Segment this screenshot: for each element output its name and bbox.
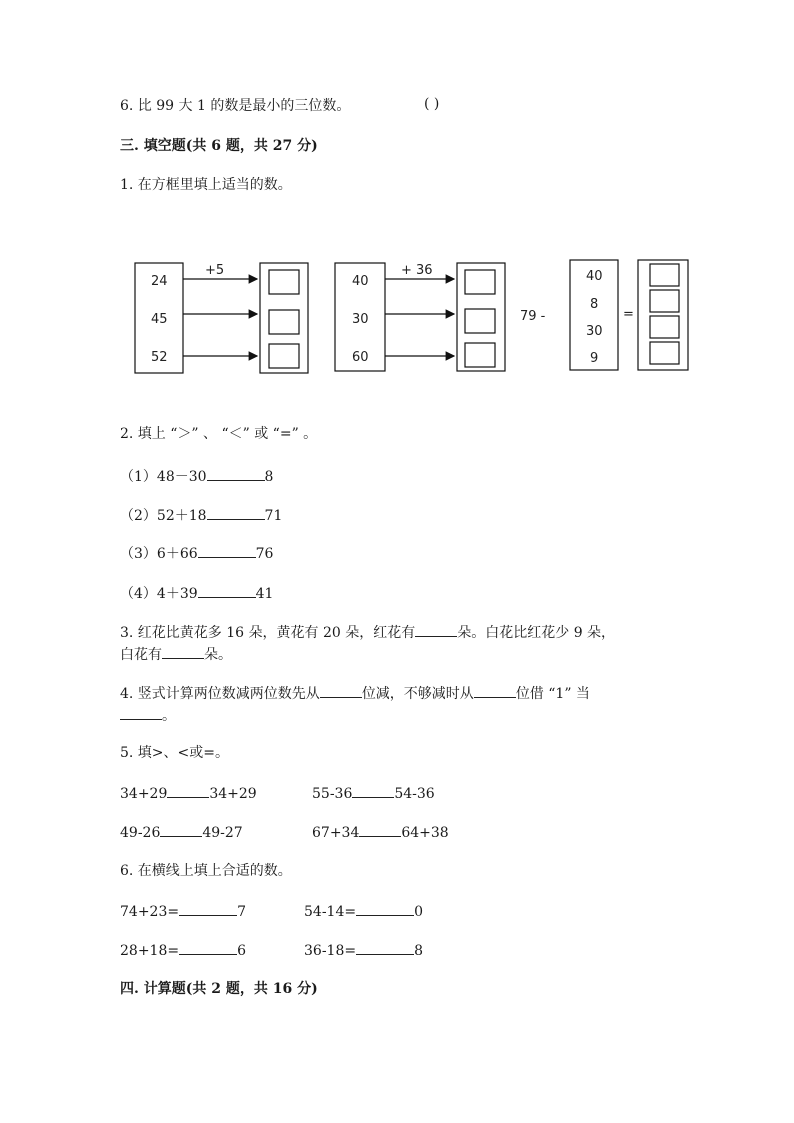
answer-box-c-3[interactable] <box>650 316 679 338</box>
q5-r1-c1-right: 34+29 <box>209 786 257 802</box>
answer-box-b-3[interactable] <box>465 343 495 367</box>
q6-row-2-right <box>304 940 423 960</box>
q6-blank-1[interactable] <box>179 901 237 916</box>
q2-item-4-right: 41 <box>255 586 274 602</box>
q2-item-1-left: （1）48－30 <box>120 469 207 485</box>
q2-item-1 <box>120 466 273 486</box>
q5-r1-c2-left: 55-36 <box>312 786 353 802</box>
output-box-b <box>457 263 505 371</box>
q2-item-2-left: （2）52＋18 <box>120 508 207 524</box>
q6-r1-c2-left: 54-14= <box>304 904 357 920</box>
answer-parentheses[interactable]: ( ) <box>424 96 440 112</box>
q4-blank-1[interactable] <box>320 683 362 698</box>
input-a-3: 52 <box>151 350 168 365</box>
q2-item-3-left: （3）6＋66 <box>120 546 198 562</box>
q5-r2-c1-right: 49-27 <box>202 825 243 841</box>
equals-sign: = <box>623 307 634 322</box>
q6-r1-c1-right: 7 <box>237 904 247 920</box>
q3-blank-2[interactable] <box>162 644 204 659</box>
question-1-text: 1. 在方框里填上适当的数。 <box>120 177 292 193</box>
input-a-1: 24 <box>151 274 168 289</box>
q2-blank-4[interactable] <box>198 583 256 598</box>
q6-r2-c1-left: 28+18= <box>120 943 180 959</box>
q5-blank-1[interactable] <box>167 783 209 798</box>
question-4-line-2 <box>120 705 176 725</box>
q6-blank-4[interactable] <box>356 940 414 955</box>
q6-r2-c1-right: 6 <box>237 943 247 959</box>
input-c-1: 40 <box>586 269 603 284</box>
operator-a: +5 <box>205 263 225 278</box>
input-b-2: 30 <box>352 312 369 327</box>
q5-row-2-left <box>120 822 243 842</box>
q2-item-2-right: 71 <box>264 508 283 524</box>
q4-text-d: 。 <box>162 708 176 724</box>
input-c-4: 9 <box>590 351 599 366</box>
question-6-text: 6. 在横线上填上合适的数。 <box>120 863 292 879</box>
q4-blank-2[interactable] <box>474 683 516 698</box>
section-4-title: 四. 计算题(共 2 题，共 16 分) <box>120 981 318 997</box>
q3-text-b: 朵。白花比红花少 9 朵， <box>457 625 616 641</box>
question-3-line-2 <box>120 644 232 664</box>
q5-row-1-left <box>120 783 257 803</box>
fill-in-diagram <box>0 0 794 400</box>
q2-item-1-right: 8 <box>264 469 274 485</box>
answer-box-a-3[interactable] <box>269 344 299 368</box>
q5-r2-c1-left: 49-26 <box>120 825 161 841</box>
q5-row-2-right <box>312 822 449 842</box>
q2-item-2 <box>120 505 282 525</box>
q5-blank-3[interactable] <box>160 822 202 837</box>
input-c-3: 30 <box>586 324 603 339</box>
q5-r1-c1-left: 34+29 <box>120 786 168 802</box>
q6-blank-3[interactable] <box>179 940 237 955</box>
q5-r2-c2-left: 67+34 <box>312 825 360 841</box>
q6-r1-c2-right: 0 <box>414 904 424 920</box>
input-a-2: 45 <box>151 312 168 327</box>
q2-blank-2[interactable] <box>207 505 265 520</box>
answer-box-a-1[interactable] <box>269 270 299 294</box>
q6-row-1-right <box>304 901 423 921</box>
q2-item-3-right: 76 <box>255 546 274 562</box>
q2-item-4-left: （4）4＋39 <box>120 586 198 602</box>
q4-blank-3[interactable] <box>120 705 162 720</box>
question-4-line-1 <box>120 683 590 703</box>
question-2-text: 2. 填上 “＞” 、 “＜” 或 “=” 。 <box>120 426 318 442</box>
answer-box-c-2[interactable] <box>650 290 679 312</box>
q4-text-b: 位减，不够减时从 <box>361 686 474 702</box>
operator-b: + 36 <box>401 263 433 278</box>
q2-item-4 <box>120 583 273 603</box>
question-5-text: 5. 填>、<或=。 <box>120 745 229 761</box>
q6-r2-c2-right: 8 <box>414 943 424 959</box>
q5-row-1-right <box>312 783 435 803</box>
q6-row-2-left <box>120 940 246 960</box>
q3-text-c: 白花有 <box>120 647 162 663</box>
q5-blank-2[interactable] <box>352 783 394 798</box>
q2-item-3 <box>120 543 273 563</box>
q5-r2-c2-right: 64+38 <box>401 825 449 841</box>
prefix-c: 79 - <box>520 309 546 324</box>
output-box-a <box>260 263 308 373</box>
q6-row-1-left <box>120 901 246 921</box>
answer-box-a-2[interactable] <box>269 310 299 334</box>
question-3-line-1 <box>120 622 615 642</box>
q6-blank-2[interactable] <box>356 901 414 916</box>
q5-r1-c2-right: 54-36 <box>394 786 435 802</box>
q3-text-a: 3. 红花比黄花多 16 朵，黄花有 20 朵，红花有 <box>120 625 416 641</box>
output-box-c <box>638 260 688 370</box>
question-6-prev: 6. 比 99 大 1 的数是最小的三位数。 <box>120 98 351 114</box>
answer-box-b-1[interactable] <box>465 270 495 294</box>
input-b-3: 60 <box>352 350 369 365</box>
q2-blank-1[interactable] <box>207 466 265 481</box>
q5-blank-4[interactable] <box>359 822 401 837</box>
q2-blank-3[interactable] <box>198 543 256 558</box>
q4-text-a: 4. 竖式计算两位数减两位数先从 <box>120 686 320 702</box>
answer-box-c-4[interactable] <box>650 342 679 364</box>
answer-box-b-2[interactable] <box>465 309 495 333</box>
q3-text-d: 朵。 <box>204 647 232 663</box>
input-c-2: 8 <box>590 297 599 312</box>
answer-box-c-1[interactable] <box>650 264 679 286</box>
q4-text-c: 位借 “1” 当 <box>515 686 590 702</box>
q6-r2-c2-left: 36-18= <box>304 943 357 959</box>
input-b-1: 40 <box>352 274 369 289</box>
q6-r1-c1-left: 74+23= <box>120 904 180 920</box>
section-3-title: 三. 填空题(共 6 题，共 27 分) <box>120 138 318 154</box>
q3-blank-1[interactable] <box>415 622 457 637</box>
